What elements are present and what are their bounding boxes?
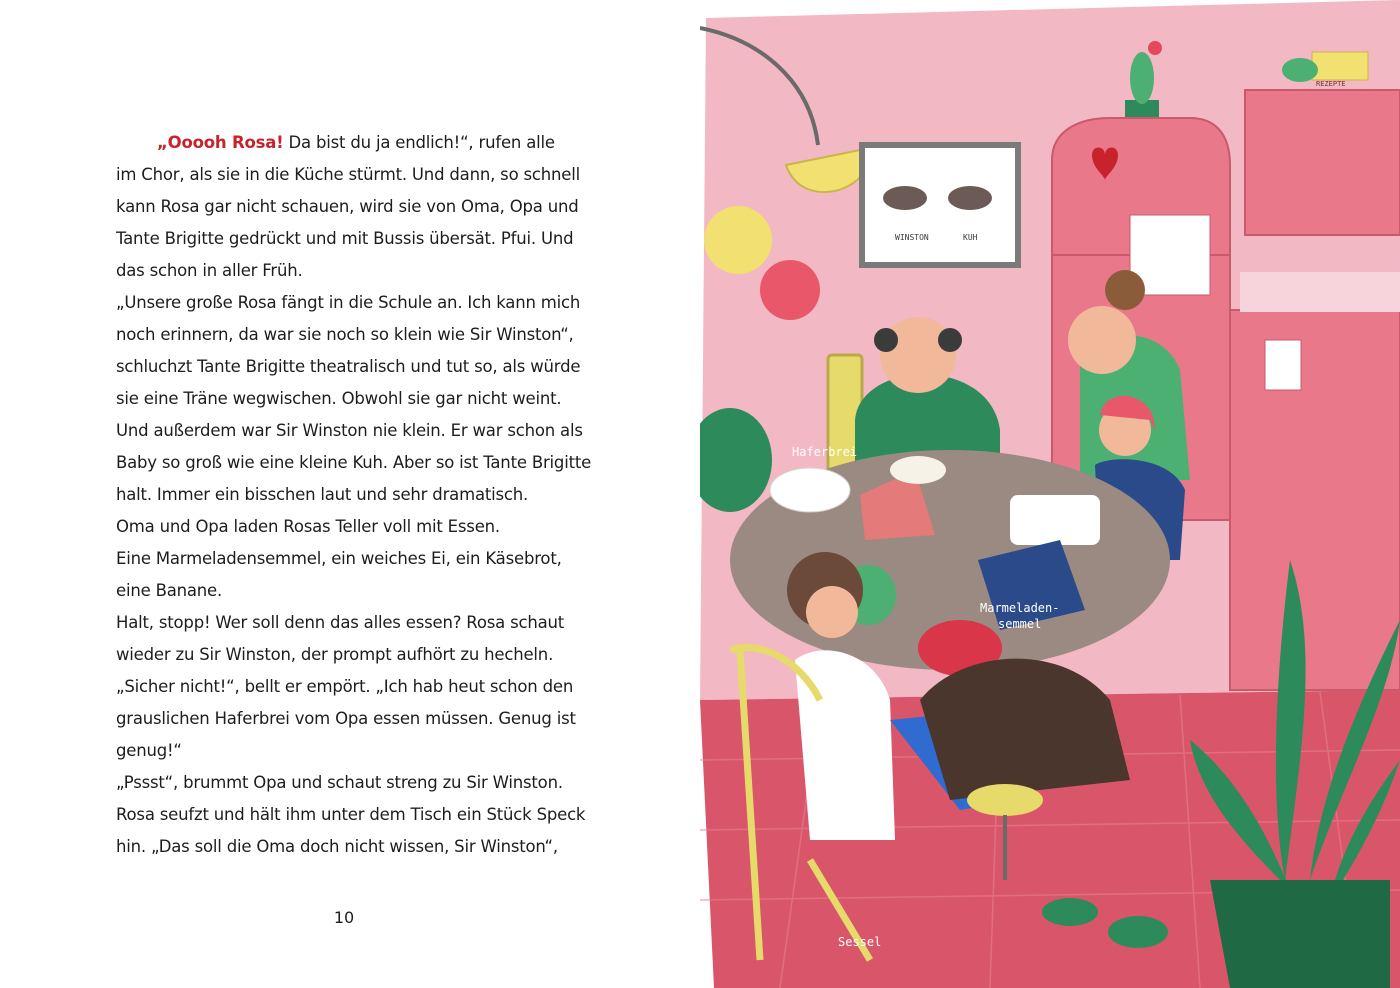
frame-label-kuh: KUH bbox=[963, 233, 978, 242]
frame-label-winston: WINSTON bbox=[895, 233, 929, 242]
page-number: 10 bbox=[333, 908, 355, 927]
red-flower-icon bbox=[760, 260, 820, 320]
cactus-icon bbox=[1130, 52, 1154, 104]
kitchen-scene bbox=[700, 0, 1400, 988]
story-line: Halt, stopp! Wer soll denn das alles essen? Rosa schaut bbox=[116, 613, 565, 632]
bacon-plate bbox=[770, 468, 850, 512]
porridge-bowl bbox=[890, 456, 946, 484]
grandpa-head bbox=[880, 317, 956, 393]
recipe-book-label: REZEPTE bbox=[1316, 80, 1346, 88]
story-line: schluchzt Tante Brigitte theatralisch und tut so, als würde bbox=[116, 357, 581, 376]
story-line: Baby so groß wie eine kleine Kuh. Aber so ist Tante Brigitte bbox=[116, 453, 592, 472]
piggy-bank-icon bbox=[1282, 58, 1318, 82]
story-line: hin. „Das soll die Oma doch nicht wissen, Sir Winston“, bbox=[116, 837, 558, 856]
label-sessel: Sessel bbox=[838, 935, 882, 949]
plant-pot bbox=[1210, 880, 1390, 988]
upper-cabinet bbox=[1245, 90, 1400, 235]
story-line: „Pssst“, brummt Opa und schaut streng zu Sir Winston. bbox=[116, 773, 563, 792]
story-line: im Chor, als sie in die Küche stürmt. Und dann, so schnell bbox=[116, 165, 581, 184]
slipper-right bbox=[1108, 916, 1168, 948]
lower-cabinet bbox=[1230, 310, 1400, 690]
label-haferbrei: Haferbrei bbox=[792, 445, 858, 459]
winston-picture-frame bbox=[862, 145, 1018, 265]
story-line: das schon in aller Früh. bbox=[116, 261, 303, 280]
story-line: Und außerdem war Sir Winston nie klein. Er war schon als bbox=[116, 421, 583, 440]
story-opening-exclamation: „Ooooh Rosa! bbox=[157, 133, 284, 152]
sink-counter bbox=[1240, 272, 1400, 312]
yellow-flower-icon bbox=[704, 206, 772, 274]
story-line: „Ooooh Rosa! Da bist du ja endlich!“, rufen alle bbox=[157, 133, 555, 152]
story-line: genug!“ bbox=[116, 741, 182, 760]
stool bbox=[967, 784, 1043, 816]
grandma-head bbox=[1068, 306, 1136, 374]
story-line: wieder zu Sir Winston, der prompt aufhört zu hecheln. bbox=[116, 645, 554, 664]
story-text bbox=[116, 127, 596, 863]
recipe-book bbox=[1312, 52, 1368, 80]
cow-drawing bbox=[948, 186, 992, 210]
story-line: „Unsere große Rosa fängt in die Schule an. Ich kann mich bbox=[116, 293, 581, 312]
story-line: halt. Immer ein bisschen laut und sehr dramatisch. bbox=[116, 485, 529, 504]
story-line: „Sicher nicht!“, bellt er empört. „Ich hab heut schon den bbox=[116, 677, 574, 696]
slipper-left bbox=[1042, 898, 1098, 926]
story-line: grauslichen Haferbrei vom Opa essen müssen. Genug ist bbox=[116, 709, 576, 728]
story-line: eine Banane. bbox=[116, 581, 223, 600]
story-line: kann Rosa gar nicht schauen, wird sie von Oma, Opa und bbox=[116, 197, 579, 216]
grandma-hair-bun bbox=[1105, 270, 1145, 310]
aunt-brigitte-head bbox=[806, 586, 858, 638]
dog-drawing bbox=[883, 186, 927, 210]
story-line: Eine Marmeladensemmel, ein weiches Ei, ein Käsebrot, bbox=[116, 549, 562, 568]
dish-towel bbox=[1265, 340, 1301, 390]
cactus-flower-icon bbox=[1148, 41, 1162, 55]
story-line: noch erinnern, da war sie noch so klein wie Sir Winston“, bbox=[116, 325, 574, 344]
label-marmeladensemmel-2: semmel bbox=[998, 617, 1042, 631]
kitchen-illustration bbox=[700, 0, 1400, 988]
story-line: Tante Brigitte gedrückt und mit Bussis übersät. Pfui. Und bbox=[116, 229, 574, 248]
story-line: Rosa seufzt und hält ihm unter dem Tisch ein Stück Speck bbox=[116, 805, 586, 824]
story-line: sie eine Träne wegwischen. Obwohl sie gar nicht weint. bbox=[116, 389, 562, 408]
label-marmeladensemmel-1: Marmeladen- bbox=[980, 601, 1060, 615]
story-line: Oma und Opa laden Rosas Teller voll mit Essen. bbox=[116, 517, 500, 536]
rosa-plate bbox=[1010, 495, 1100, 545]
